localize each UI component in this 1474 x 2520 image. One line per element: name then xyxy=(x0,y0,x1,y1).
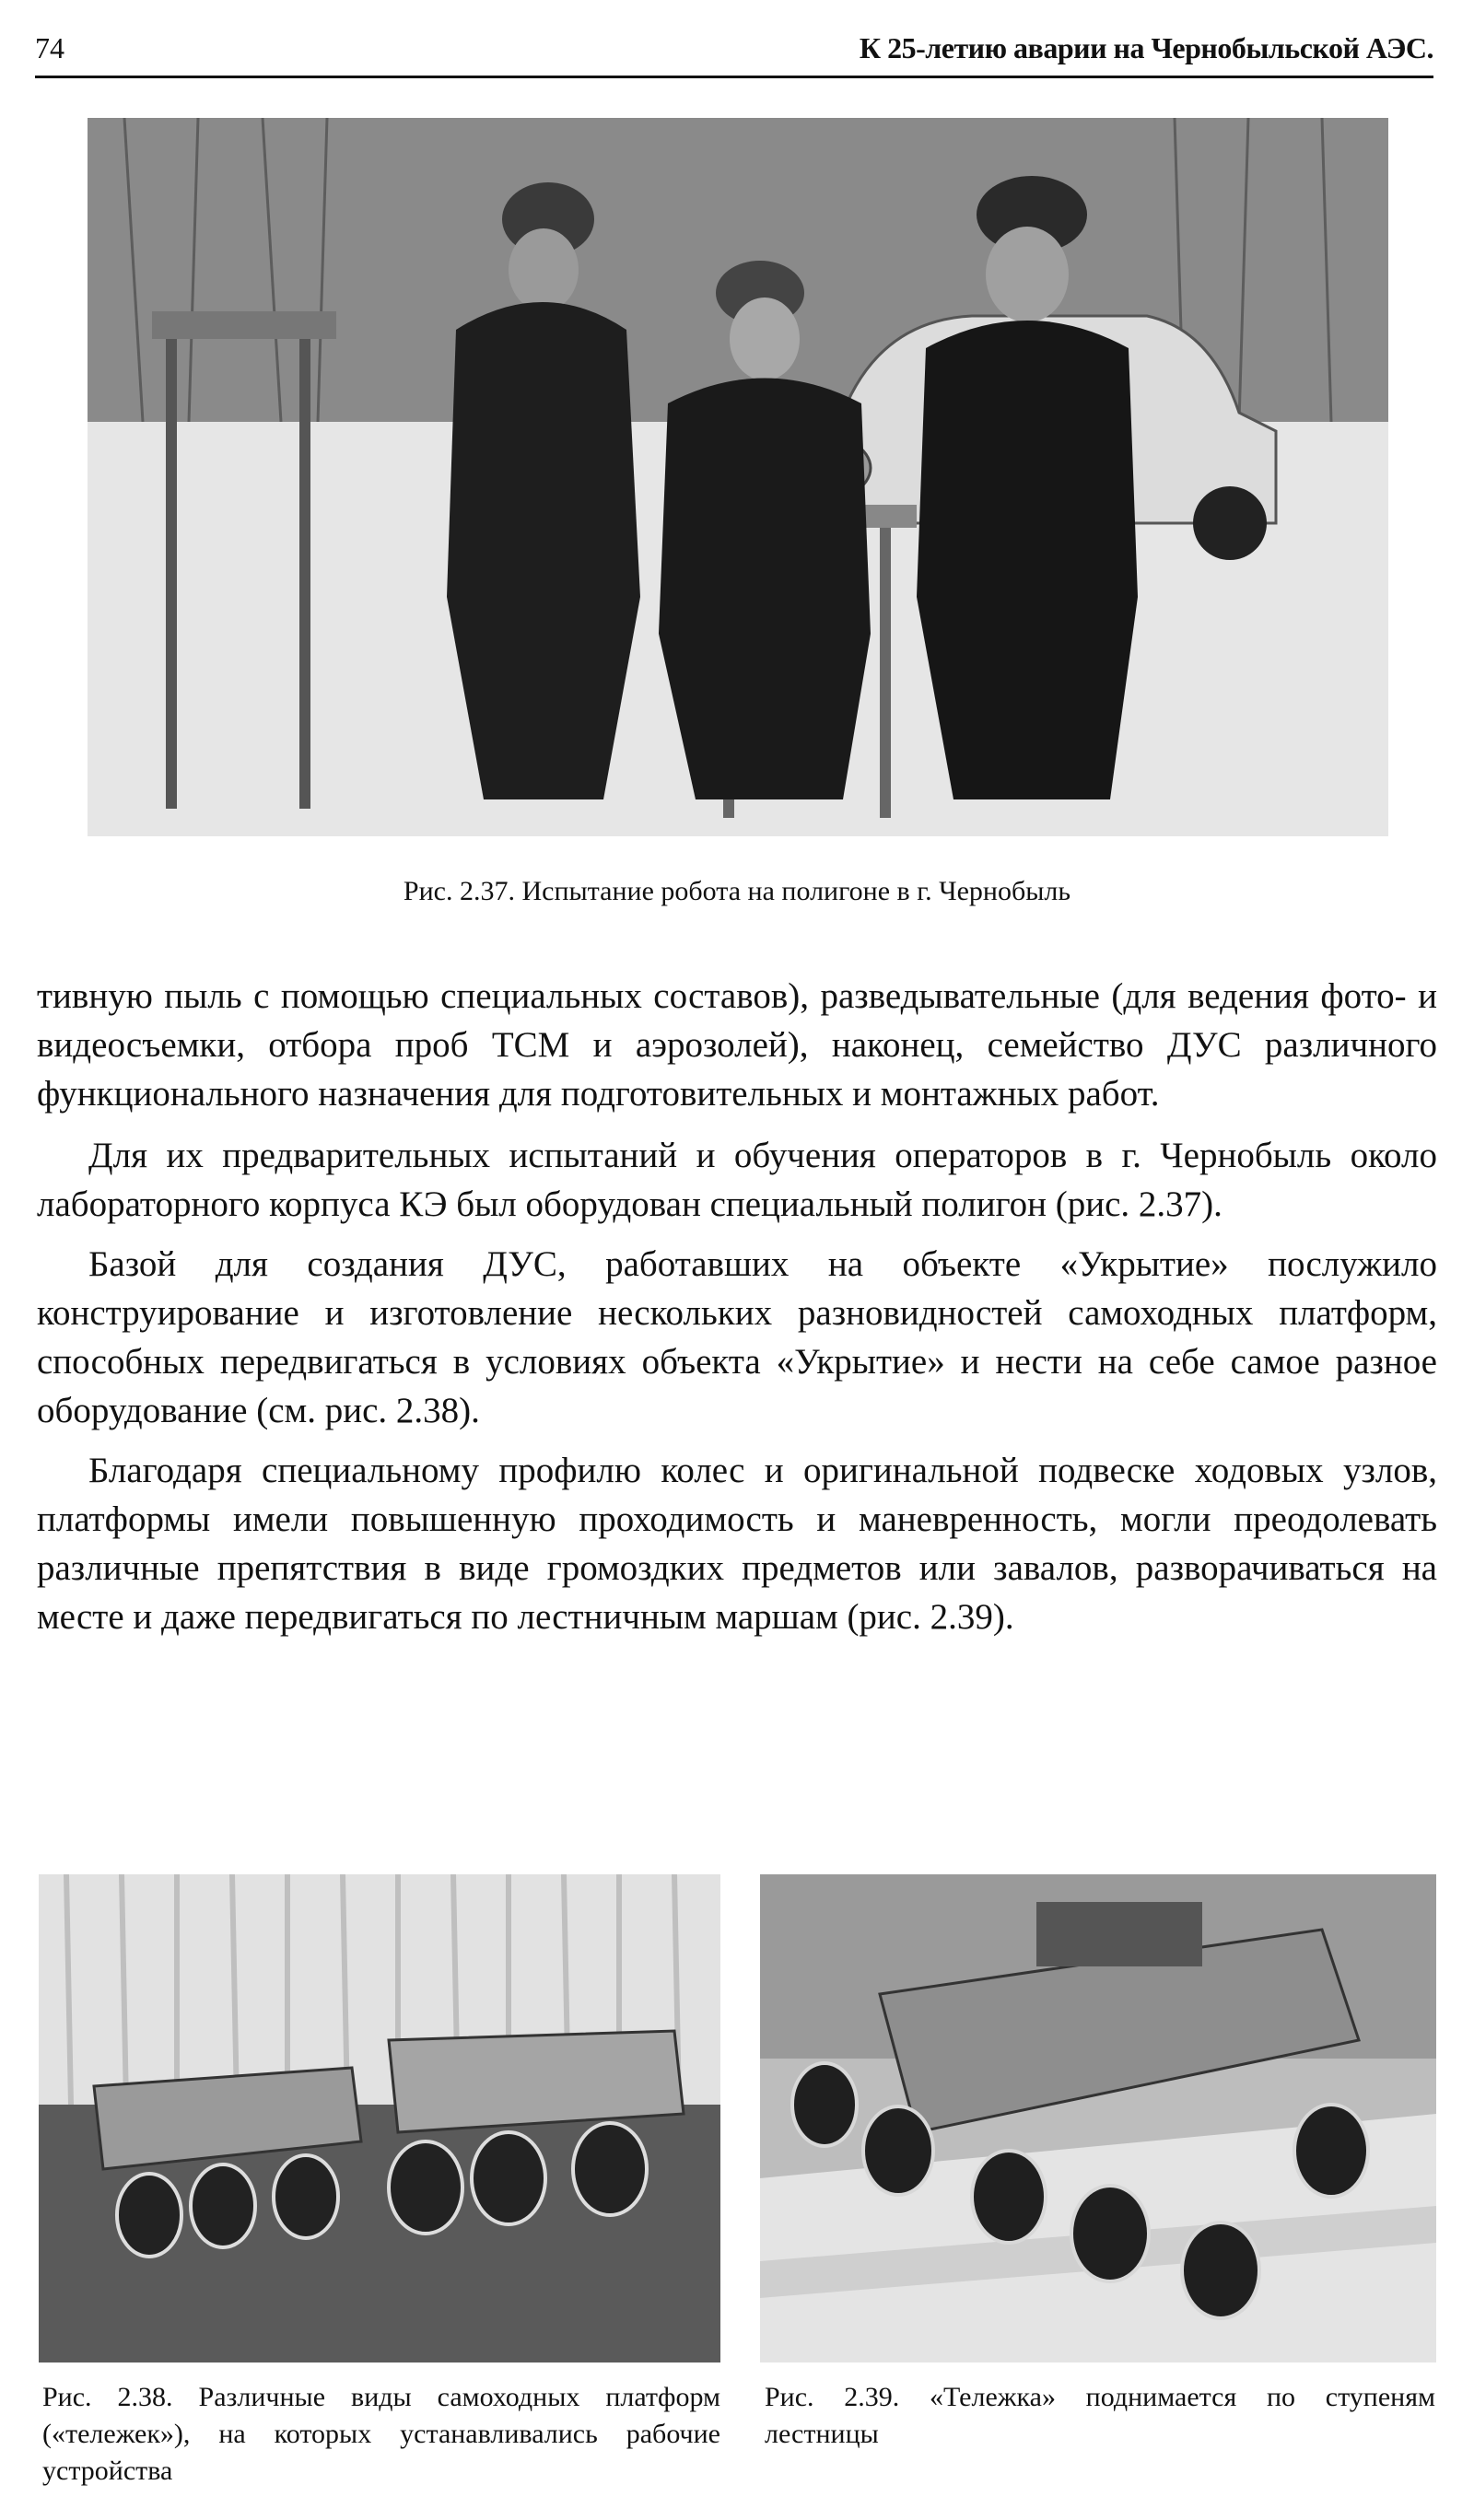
page-number: 74 xyxy=(35,31,64,64)
running-header: К 25-летию аварии на Чернобыльской АЭС. xyxy=(859,31,1433,64)
figure-2-39-photo xyxy=(760,1874,1436,2362)
paragraph: Базой для создания ДУС, работавших на объекте «Укрытие» послужило конструирование и изготовление нескольких разновидностей самоходных платформ, способных передвигаться в условиях объекта «Укрытие» и нести на себе самое разное оборудование (см. рис. 2.38). xyxy=(37,1244,1437,1430)
figure-2-38-photo xyxy=(39,1874,720,2362)
paragraph: Для их предварительных испытаний и обучения операторов в г. Чернобыль около лабораторного корпуса КЭ был оборудован специальный полигон (рис. 2.37). xyxy=(37,1136,1437,1224)
body-text xyxy=(37,972,1437,1652)
figure-2-39-caption: Рис. 2.39. «Тележка» поднимается по ступеням лестницы xyxy=(765,2382,1435,2449)
figure-2-37-photo xyxy=(88,118,1388,836)
paragraph: Благодаря специальному профилю колес и оригинальной подвеске ходовых узлов, платформы имели повышенную проходимость и маневренность, могли преодолевать различные препятствия в виде громоздких предметов или завалов, разворачиваться на месте и даже передвигаться по лестничным маршам (рис. 2.39). xyxy=(37,1451,1437,1637)
figure-2-38-caption: Рис. 2.38. Различные виды самоходных платформ («тележек»), на которых устанавливались рабочие устройства xyxy=(42,2382,720,2486)
figure-2-37-caption: Рис. 2.37. Испытание робота на полигоне в г. Чернобыль xyxy=(403,876,1071,906)
paragraph: тивную пыль с помощью специальных составов), разведывательные (для ведения фото- и видеосъемки, отбора проб ТСМ и аэрозолей), наконец, семейство ДУС различного функционального назначения для подготовительных и монтажных работ. xyxy=(37,976,1437,1114)
header-rule xyxy=(35,76,1433,78)
